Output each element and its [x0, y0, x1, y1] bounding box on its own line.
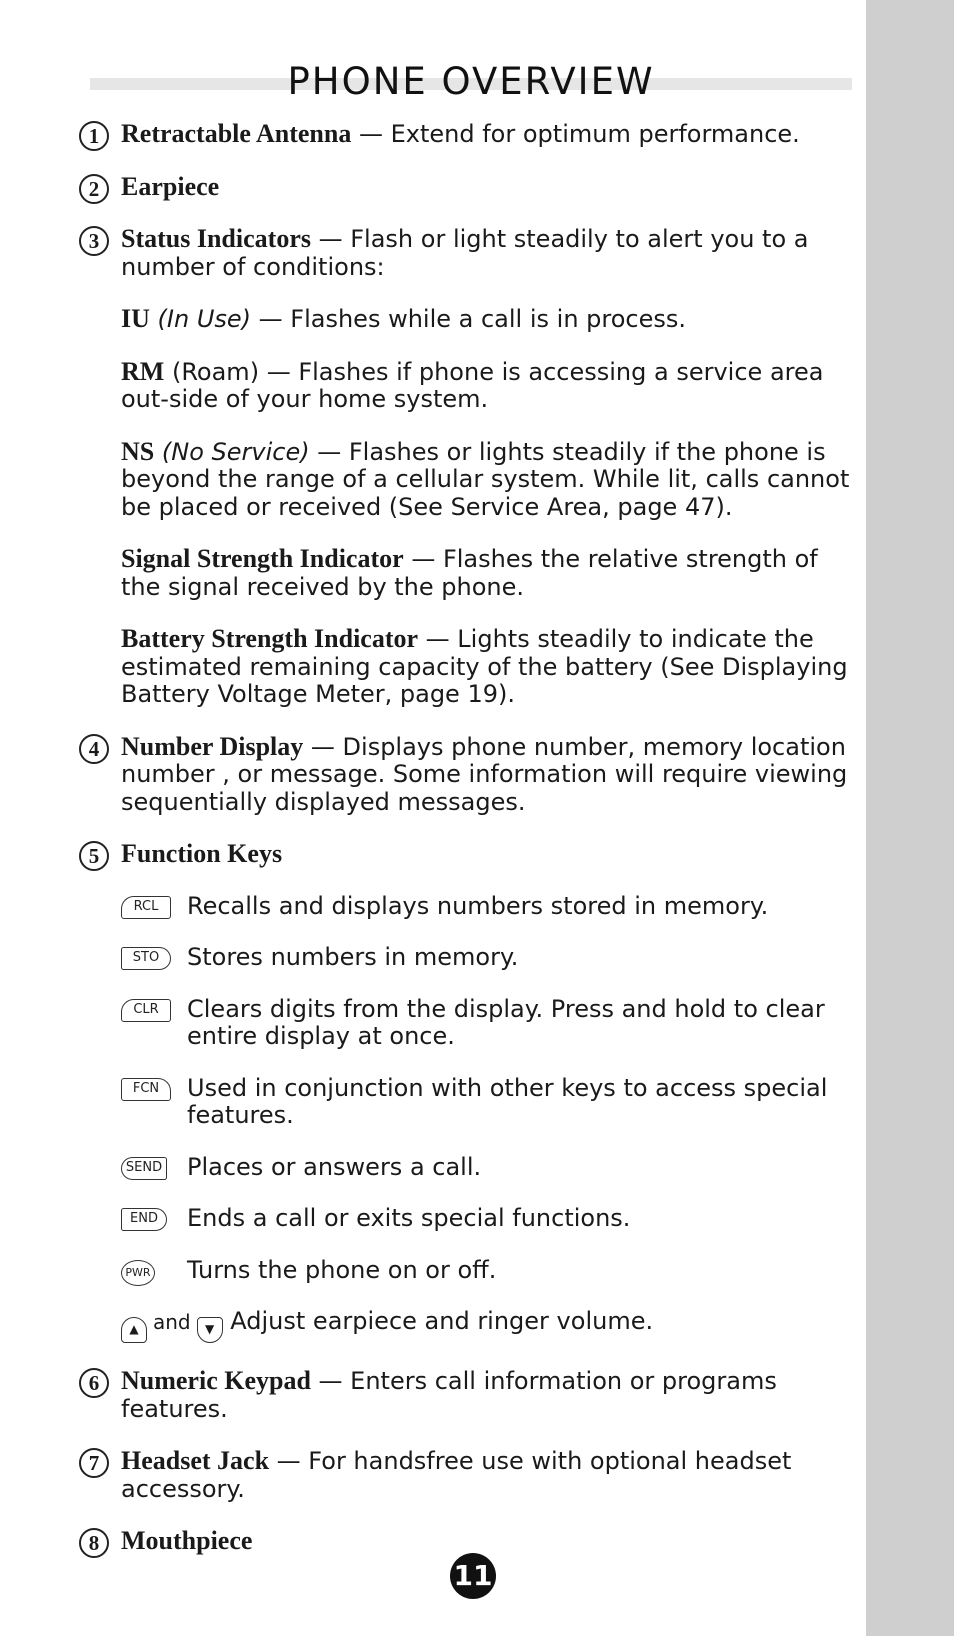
- clr-key-icon: CLR: [121, 999, 171, 1022]
- status-no-service: [78, 438, 858, 522]
- item-number: 1: [79, 121, 109, 151]
- status-note: (No Service): [161, 437, 310, 466]
- fcn-key-icon: FCN: [121, 1078, 171, 1101]
- item-term: Headset Jack: [121, 1446, 270, 1475]
- function-key-desc: Recalls and displays numbers stored in memory.: [187, 891, 769, 920]
- item-term: Function Keys: [121, 839, 283, 868]
- page-title: PHONE OVERVIEW: [287, 60, 655, 103]
- status-term: RM: [121, 356, 165, 386]
- item-term: Numeric Keypad: [121, 1366, 311, 1395]
- volume-up-icon: ▲: [121, 1317, 147, 1343]
- item-number: 7: [79, 1448, 109, 1478]
- side-margin-strip: [866, 0, 954, 1636]
- item-numeric-keypad: [78, 1367, 858, 1423]
- item-status-indicators: [78, 225, 858, 281]
- function-key-end: [78, 1205, 858, 1233]
- item-earpiece: [78, 173, 858, 202]
- function-key-desc: Places or answers a call.: [187, 1152, 482, 1181]
- volume-desc: Adjust earpiece and ringer volume.: [230, 1307, 654, 1335]
- status-desc: — Flashes or lights steadily if the phone is beyond the range of a cellular system. While lit, calls cannot be placed or received (See Service Area, page 47).: [121, 437, 850, 521]
- status-in-use: [78, 305, 858, 334]
- pwr-key-icon: PWR: [121, 1260, 155, 1286]
- status-term: Signal Strength Indicator: [121, 544, 404, 573]
- item-term: Number Display: [121, 731, 304, 761]
- item-desc: — Displays phone number, memory location number , or message. Some information will require viewing sequentially displayed messages.: [121, 732, 848, 816]
- function-key-send: [78, 1154, 858, 1182]
- item-number: 8: [79, 1528, 109, 1558]
- function-key-desc: Turns the phone on or off.: [187, 1255, 497, 1284]
- function-key-desc: Stores numbers in memory.: [187, 943, 519, 971]
- item-number-display: [78, 733, 858, 817]
- status-desc: — Flashes the relative strength of the signal received by the phone.: [121, 545, 818, 601]
- status-term: IU: [121, 304, 150, 333]
- function-key-pwr: [78, 1257, 858, 1285]
- item-retractable-antenna: [78, 120, 858, 149]
- function-key-desc: Clears digits from the display. Press and hold to clear entire display at once.: [187, 994, 825, 1050]
- item-desc: — Enters call information or programs features.: [121, 1367, 777, 1423]
- item-headset-jack: [78, 1447, 858, 1503]
- item-mouthpiece: [78, 1527, 858, 1556]
- function-key-desc: Ends a call or exits special functions.: [187, 1204, 631, 1232]
- item-number: 4: [79, 734, 109, 764]
- function-key-fcn: [78, 1075, 858, 1130]
- status-roam: [78, 358, 858, 414]
- status-term: Battery Strength Indicator: [121, 624, 419, 653]
- status-desc: — Lights steadily to indicate the estimated remaining capacity of the battery (See Displaying Battery Voltage Meter, page 19).: [121, 625, 848, 708]
- item-desc: — For handsfree use with optional headset accessory.: [121, 1447, 792, 1503]
- function-key-desc: Used in conjunction with other keys to access special features.: [187, 1073, 828, 1129]
- status-note: (Roam): [164, 357, 260, 386]
- status-term: NS: [121, 436, 155, 466]
- item-number: 6: [79, 1368, 109, 1398]
- sto-key-icon: STO: [121, 947, 171, 970]
- end-key-icon: END: [121, 1208, 167, 1231]
- function-key-rcl: [78, 893, 858, 921]
- rcl-key-icon: RCL: [121, 896, 171, 919]
- status-signal-strength: [78, 545, 858, 601]
- item-function-keys: [78, 840, 858, 869]
- send-key-icon: SEND: [121, 1157, 167, 1180]
- function-key-clr: [78, 996, 858, 1051]
- item-number: 2: [79, 174, 109, 204]
- item-term: Retractable Antenna: [121, 119, 352, 148]
- status-desc: — Flashes while a call is in process.: [251, 305, 687, 333]
- status-battery-strength: [78, 625, 858, 709]
- item-term: Mouthpiece: [121, 1526, 253, 1555]
- item-term: Status Indicators: [121, 224, 311, 253]
- item-desc: — Extend for optimum performance.: [351, 120, 800, 148]
- item-number: 3: [79, 226, 109, 256]
- volume-keys-row: [78, 1308, 858, 1343]
- function-key-sto: [78, 944, 858, 972]
- item-number: 5: [79, 841, 109, 871]
- item-desc: — Flash or light steadily to alert you to a number of conditions:: [121, 225, 809, 281]
- volume-and-text: and: [153, 1310, 191, 1334]
- status-note: (In Use): [157, 305, 252, 333]
- status-desc: — Flashes if phone is accessing a service area out-side of your home system.: [121, 357, 824, 413]
- page-number: 11: [450, 1553, 496, 1599]
- item-term: Earpiece: [121, 171, 220, 201]
- volume-down-icon: ▼: [197, 1317, 223, 1343]
- overview-list: [78, 120, 858, 1580]
